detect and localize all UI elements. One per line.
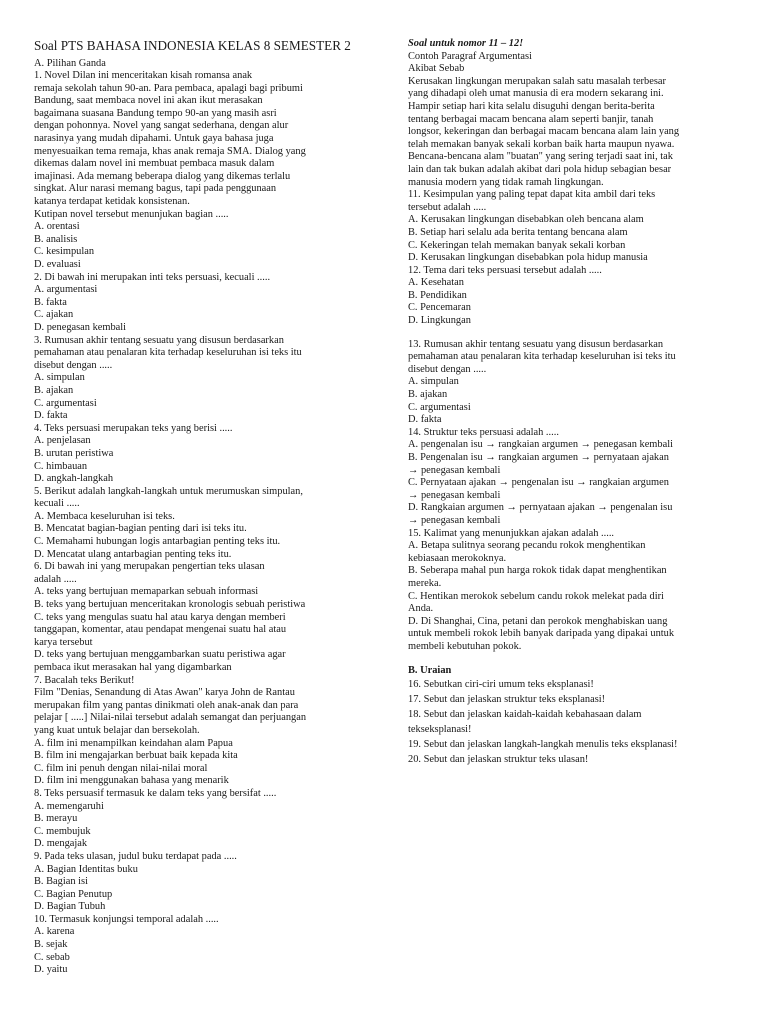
text-line: D. angkah-langkah <box>34 473 114 485</box>
text-line: D. teks yang bertujuan menggambarkan suatu peristiwa agar <box>34 649 286 661</box>
text-line: pelajar [ .....] Nilai-nilai tersebut adalah semangat dan perjuangan <box>34 712 307 724</box>
text-line: B. fakta <box>34 296 67 308</box>
right-column <box>408 38 746 767</box>
text-line: D. Lingkungan <box>408 315 471 327</box>
text-line: B. Bagian isi <box>34 876 88 888</box>
text-line: A. Betapa sulitnya seorang pecandu rokok menghentikan <box>408 540 646 552</box>
text-line: 5. Berikut adalah langkah-langkah untuk merumuskan simpulan, <box>34 485 303 497</box>
text-line: remaja sekolah tahun 90-an. Para pembaca, apalagi bagi pribumi <box>34 82 303 94</box>
text-line: B. urutan peristiwa <box>34 447 114 459</box>
text-line: C. Hentikan merokok sebelum candu rokok melekat pada diri <box>408 590 664 602</box>
text-line: merupakan film yang pantas dinikmati oleh anak-anak dan para <box>34 699 299 711</box>
spacer <box>408 654 746 665</box>
text-line: 9. Pada teks ulasan, judul buku terdapat pada ..... <box>34 850 237 862</box>
text-line: 15. Kalimat yang menunjukkan ajakan adalah ..... <box>408 527 615 539</box>
uraian-question: tekseksplanasi! <box>408 724 472 736</box>
spacer <box>408 328 746 339</box>
text-line: C. kesimpulan <box>34 246 95 258</box>
text-line: B. Mencatat bagian-bagian penting dari isi teks itu. <box>34 523 247 535</box>
text-line: Akibat Sebab <box>408 63 465 75</box>
text-line: pemahaman atau penalaran kita terhadap keseluruhan isi teks itu <box>34 347 302 359</box>
text-line: D. fakta <box>408 414 442 426</box>
text-line: D. Mencatat ulang antarbagian penting teks itu. <box>34 548 232 560</box>
text-line: narasinya yang mudah dipahami. Untuk gaya bahasa juga <box>34 133 274 145</box>
uraian-question: 17. Sebut dan jelaskan struktur teks eksplanasi! <box>408 694 606 706</box>
text-line: A. film ini menampilkan keindahan alam Papua <box>34 737 233 749</box>
text-line: A. Kerusakan lingkungan disebabkan oleh bencana alam <box>408 214 644 226</box>
text-line: B. ajakan <box>34 384 74 396</box>
text-line: B. Pendidikan <box>408 289 467 301</box>
text-line: B. Setiap hari selalu ada berita tentang bencana alam <box>408 226 628 238</box>
text-line: B. teks yang bertujuan menceritakan kronologis sebuah peristiwa <box>34 599 306 611</box>
text-line: tanggapan, komentar, atau pendapat mengenai suatu hal atau <box>34 624 287 636</box>
text-line: C. Memahami hubungan logis antarbagian penting teks itu. <box>34 536 281 548</box>
text-line: lain dan tak bukan adalah akibat dari pola hidup sebagian besar <box>408 163 672 175</box>
text-line: D. Rangkaian argumen → pernyataan ajakan → pengenalan isu <box>408 502 673 514</box>
text-line: adalah ..... <box>34 573 77 585</box>
text-line: Film "Denias, Senandung di Atas Awan" karya John de Rantau <box>34 687 295 699</box>
text-line: 12. Tema dari teks persuasi tersebut adalah ..... <box>408 264 602 276</box>
text-line: 8. Teks persuasif termasuk ke dalam teks yang bersifat ..... <box>34 787 277 799</box>
text-line: D. fakta <box>34 410 68 422</box>
uraian-question: 18. Sebut dan jelaskan kaidah-kaidah kebahasaan dalam <box>408 709 642 721</box>
text-line: A. Membaca keseluruhan isi teks. <box>34 510 175 522</box>
text-line: A. orentasi <box>34 221 80 233</box>
text-line: 3. Rumusan akhir tentang sesuatu yang disusun berdasarkan <box>34 334 284 346</box>
text-line: 7. Bacalah teks Berikut! <box>34 674 135 686</box>
text-line: → penegasan kembali <box>408 464 501 476</box>
text-line: D. Bagian Tubuh <box>34 901 106 913</box>
text-line: → penegasan kembali <box>408 489 501 501</box>
text-line: A. argumentasi <box>34 284 98 296</box>
text-line: C. teks yang mengulas suatu hal atau karya dengan memberi <box>34 611 286 623</box>
text-line: A. simpulan <box>408 376 459 388</box>
text-line: A. simpulan <box>34 372 85 384</box>
text-line: C. Pencemaran <box>408 302 471 314</box>
text-line: D. mengajak <box>34 838 88 850</box>
text-line: B. merayu <box>34 813 78 825</box>
text-line: Bencana-bencana alam "buatan" yang sering terjadi saat ini, tak <box>408 151 673 163</box>
text-line: 10. Termasuk konjungsi temporal adalah ..... <box>34 913 219 925</box>
text-line: imajinasi. Ada memang beberapa dialog yang dikemas terlalu <box>34 170 291 182</box>
questions-13-15 <box>408 339 746 654</box>
text-line: pembaca ikut merasakan hal yang digambarkan <box>34 662 232 673</box>
text-line: A. karena <box>34 926 75 938</box>
text-line: C. Kekeringan telah memakan banyak sekali korban <box>408 239 626 251</box>
text-line: bagaimana suasana Bandung tempo 90-an yang masih asri <box>34 107 277 119</box>
text-line: C. Pernyataan ajakan → pengenalan isu → rangkaian argumen <box>408 477 669 489</box>
text-line: dikemas dalam novel ini membuat pembaca masuk dalam <box>34 158 275 170</box>
text-line: A. Bagian Identitas buku <box>34 863 138 875</box>
text-line: dengan pohonnya. Novel yang sangat sederhana, dengan alur <box>34 120 289 132</box>
text-line: Bandung, saat membaca novel ini akan ikut merasakan <box>34 95 263 107</box>
text-line: A. memengaruhi <box>34 800 104 812</box>
text-line: manusia modern yang tidak ramah lingkungan. <box>408 176 604 188</box>
text-line: A. pengenalan isu → rangkaian argumen → penegasan kembali <box>408 439 673 451</box>
text-line: 6. Di bawah ini yang merupakan pengertian teks ulasan <box>34 561 265 573</box>
uraian-section-title: B. Uraian <box>408 664 452 676</box>
text-line: telah memakan banyak sekali korban baik harta maupun nyawa. <box>408 138 675 150</box>
text-line: B. ajakan <box>408 389 448 401</box>
text-line: tersebut adalah ..... <box>408 201 487 213</box>
text-line: C. membujuk <box>34 825 91 837</box>
text-line: 11. Kesimpulan yang paling tepat dapat kita ambil dari teks <box>408 189 656 201</box>
text-line: A. teks yang bertujuan memaparkan sebuah informasi <box>34 586 259 598</box>
text-line: karya tersebut <box>34 636 93 648</box>
text-line: C. film ini penuh dengan nilai-nilai moral <box>34 762 208 774</box>
text-line: A. Pilihan Ganda <box>34 57 106 69</box>
text-line: D. Kerusakan lingkungan disebabkan pola hidup manusia <box>408 252 648 264</box>
passage-header: Soal untuk nomor 11 – 12! <box>408 38 524 49</box>
uraian-question: 19. Sebut dan jelaskan langkah-langkah menulis teks eksplanasi! <box>408 739 678 751</box>
uraian-question: 20. Sebut dan jelaskan struktur teks ulasan! <box>408 754 589 766</box>
text-line: A. penjelasan <box>34 435 91 447</box>
text-line: Kutipan novel tersebut menunjukan bagian ..... <box>34 208 229 220</box>
text-line: 1. Novel Dilan ini menceritakan kisah romansa anak <box>34 70 253 82</box>
text-line: B. film ini mengajarkan berbuat baik kepada kita <box>34 750 238 762</box>
text-line: → penegasan kembali <box>408 514 501 526</box>
text-line: D. Di Shanghai, Cina, petani dan perokok menghabiskan uang <box>408 615 668 627</box>
text-line: kebiasaan merokoknya. <box>408 552 507 564</box>
text-line: B. sejak <box>34 939 68 951</box>
text-line: longsor, kekeringan dan berbagai macam bencana alam lain yang <box>408 126 680 138</box>
text-line: C. sebab <box>34 951 70 963</box>
uraian-questions <box>408 677 746 767</box>
text-line: D. evaluasi <box>34 259 81 270</box>
text-line: disebut dengan ..... <box>408 363 487 375</box>
text-line: mereka. <box>408 577 442 589</box>
text-line: C. argumentasi <box>408 401 471 413</box>
text-line: B. Seberapa mahal pun harga rokok tidak dapat menghentikan <box>408 565 667 577</box>
text-line: Anda. <box>408 603 434 615</box>
text-line: katanya terdapat ketidak konsistenan. <box>34 196 190 208</box>
text-line: yang dihadapi oleh umat manusia di era modern sekarang ini. <box>408 88 664 100</box>
text-line: C. argumentasi <box>34 397 97 409</box>
text-line: 13. Rumusan akhir tentang sesuatu yang disusun berdasarkan <box>408 338 664 350</box>
text-line: kecuali ..... <box>34 498 80 510</box>
text-line: untuk membeli rokok lebih banyak daripada yang dipakai untuk <box>408 628 675 640</box>
text-line: C. Bagian Penutup <box>34 888 113 900</box>
text-line: C. ajakan <box>34 309 74 321</box>
text-line: Hampir setiap hari kita selalu disuguhi dengan berita-berita <box>408 100 655 112</box>
text-line: D. film ini menggunakan bahasa yang menarik <box>34 775 229 787</box>
left-column <box>34 38 370 977</box>
text-line: B. Pengenalan isu → rangkaian argumen → pernyataan ajakan <box>408 452 669 463</box>
text-line: B. analisis <box>34 233 78 245</box>
text-line: D. penegasan kembali <box>34 321 127 333</box>
text-line: menyesuaikan tema remaja, khas anak remaja SMA. Dialog yang <box>34 145 306 157</box>
text-line: singkat. Alur narasi memang bagus, tapi pada penggunaan <box>34 183 277 195</box>
uraian-question: 16. Sebutkan ciri-ciri umum teks eksplanasi! <box>408 679 594 691</box>
text-line: Kerusakan lingkungan merupakan salah satu masalah terbesar <box>408 75 666 87</box>
text-line: 4. Teks persuasi merupakan teks yang berisi ..... <box>34 422 233 434</box>
left-column-lines <box>34 58 370 977</box>
passage-and-questions-11-12 <box>408 51 746 328</box>
text-line: Contoh Paragraf Argumentasi <box>408 50 532 62</box>
document-title: Soal PTS BAHASA INDONESIA KELAS 8 SEMESTER 2 <box>34 38 351 53</box>
text-line: 2. Di bawah ini merupakan inti teks persuasi, kecuali ..... <box>34 271 271 283</box>
text-line: disebut dengan ..... <box>34 359 113 371</box>
text-line: D. yaitu <box>34 964 68 976</box>
text-line: pemahaman atau penalaran kita terhadap keseluruhan isi teks itu <box>408 351 676 363</box>
text-line: 14. Struktur teks persuasi adalah ..... <box>408 426 559 438</box>
text-line: tentang berbagai macam bencana alam seperti banjir, tanah <box>408 113 654 125</box>
text-line: membeli kebutuhan pokok. <box>408 640 522 652</box>
text-line: C. himbauan <box>34 460 88 472</box>
text-line: A. Kesehatan <box>408 277 464 289</box>
text-line: yang kuat untuk belajar dan bersekolah. <box>34 724 200 736</box>
